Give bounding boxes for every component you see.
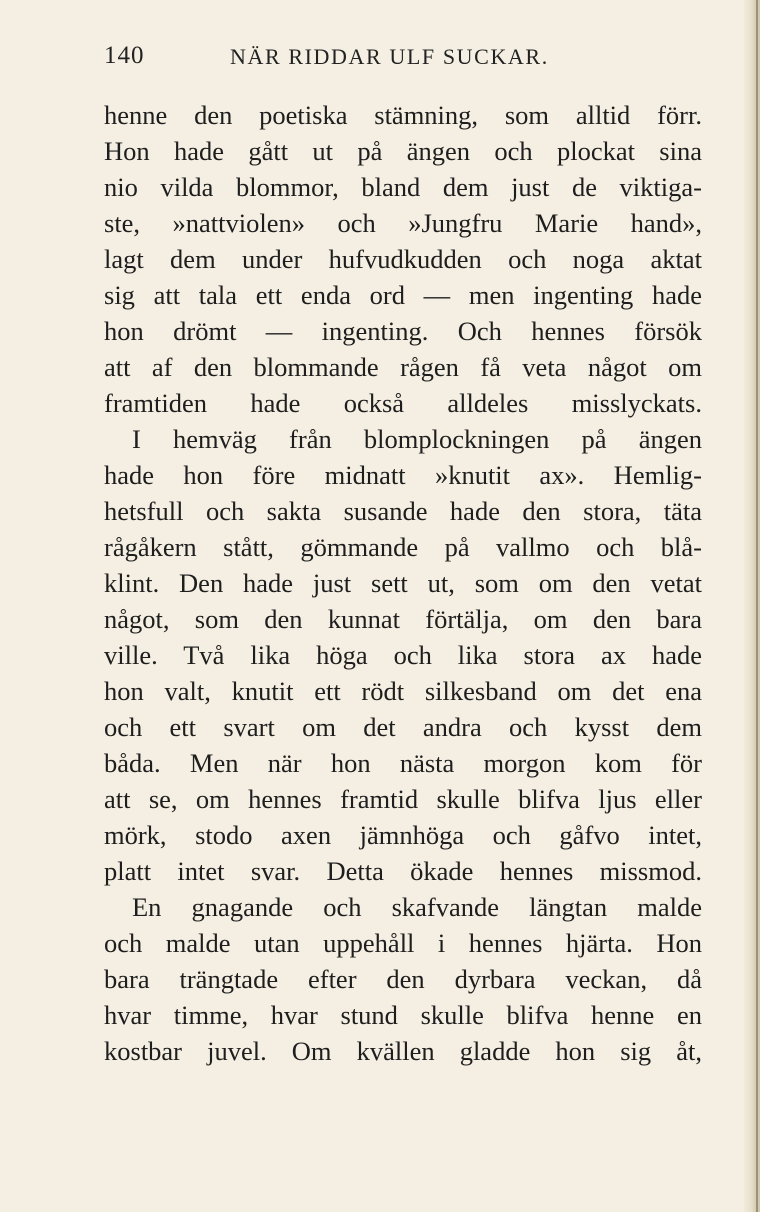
page-number: 140 bbox=[104, 42, 145, 69]
text-line: Hon hade gått ut på ängen och plockat sina bbox=[104, 136, 702, 166]
text-line: hon drömt — ingenting. Och hennes försök bbox=[104, 316, 702, 346]
page-edge-line bbox=[756, 0, 758, 1212]
text-line: hon valt, knutit ett rödt silkesband om det ena bbox=[104, 676, 702, 706]
text-line: henne den poetiska stämning, som alltid förr. bbox=[104, 100, 702, 130]
text-line: att af den blommande rågen få veta något om bbox=[104, 352, 702, 382]
text-line: klint. Den hade just sett ut, som om den vetat bbox=[104, 568, 702, 598]
text-line: bara trängtade efter den dyrbara veckan, då bbox=[104, 964, 702, 994]
text-line: framtiden hade också alldeles misslyckats. bbox=[104, 388, 702, 418]
text-line: lagt dem under hufvudkudden och noga aktat bbox=[104, 244, 702, 274]
text-line: hvar timme, hvar stund skulle blifva henne en bbox=[104, 1000, 702, 1030]
text-line: sig att tala ett enda ord — men ingenting hade bbox=[104, 280, 702, 310]
text-line: båda. Men när hon nästa morgon kom för bbox=[104, 748, 702, 778]
text-line: ste, »nattviolen» och »Jungfru Marie hand», bbox=[104, 208, 702, 238]
text-line: kostbar juvel. Om kvällen gladde hon sig åt, bbox=[104, 1036, 702, 1066]
text-line: att se, om hennes framtid skulle blifva ljus eller bbox=[104, 784, 702, 814]
page-header bbox=[104, 42, 702, 82]
text-line: något, som den kunnat förtälja, om den bara bbox=[104, 604, 702, 634]
body-text bbox=[104, 97, 702, 1069]
text-line: ville. Två lika höga och lika stora ax hade bbox=[104, 640, 702, 670]
text-line: och malde utan uppehåll i hennes hjärta. Hon bbox=[104, 928, 702, 958]
text-line: En gnagande och skafvande längtan malde bbox=[132, 892, 702, 922]
text-line: mörk, stodo axen jämnhöga och gåfvo intet, bbox=[104, 820, 702, 850]
text-line: och ett svart om det andra och kysst dem bbox=[104, 712, 702, 742]
running-title: NÄR RIDDAR ULF SUCKAR. bbox=[230, 44, 549, 69]
text-line: nio vilda blommor, bland dem just de viktiga- bbox=[104, 172, 702, 202]
text-line: hetsfull och sakta susande hade den stora, täta bbox=[104, 496, 702, 526]
text-line: platt intet svar. Detta ökade hennes missmod. bbox=[104, 856, 702, 886]
text-line: rågåkern stått, gömmande på vallmo och blå- bbox=[104, 532, 702, 562]
text-line: I hemväg från blomplockningen på ängen bbox=[132, 424, 702, 454]
text-line: hade hon före midnatt »knutit ax». Hemlig- bbox=[104, 460, 702, 490]
